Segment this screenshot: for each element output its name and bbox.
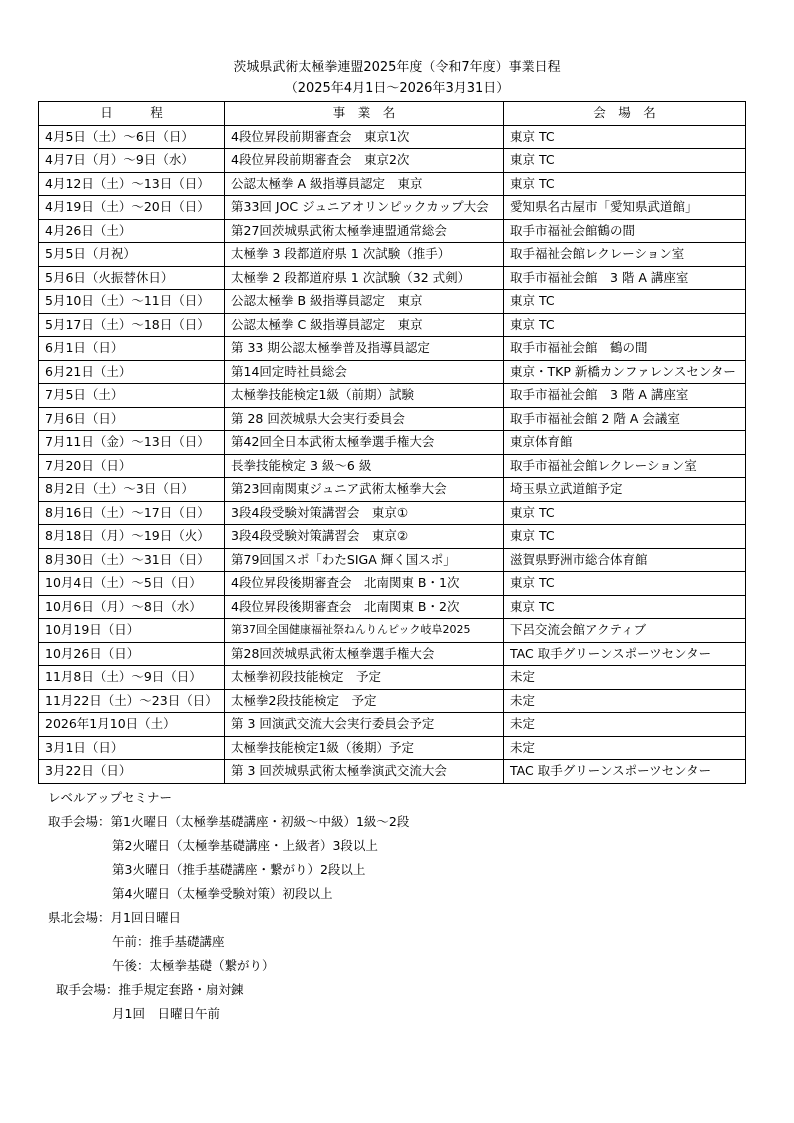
- table-row: [39, 454, 746, 478]
- cell-date: 2026年1月10日（土）: [39, 713, 225, 737]
- cell-date: 10月4日（土）～5日（日）: [39, 572, 225, 596]
- header-venue: 会 場 名: [504, 102, 746, 126]
- cell-date: 5月5日（月祝）: [39, 243, 225, 267]
- table-row: [39, 407, 746, 431]
- cell-venue: 東京 TC: [504, 595, 746, 619]
- cell-date: 11月22日（土）～23日（日）: [39, 689, 225, 713]
- cell-event: 第42回全日本武術太極拳選手権大会: [225, 431, 504, 455]
- schedule-rows: [39, 125, 746, 783]
- table-row: [39, 431, 746, 455]
- cell-venue: 取手市福祉会館 2 階 A 会議室: [504, 407, 746, 431]
- cell-venue: 取手市福祉会館 3 階 A 講座室: [504, 384, 746, 408]
- table-row: [39, 243, 746, 267]
- cell-venue: 東京 TC: [504, 149, 746, 173]
- cell-date: 5月6日（火振替休日）: [39, 266, 225, 290]
- cell-date: 6月21日（土）: [39, 360, 225, 384]
- table-row: [39, 149, 746, 173]
- header-date: 日 程: [39, 102, 225, 126]
- cell-event: 4段位昇段後期審査会 北南関東 B・2次: [225, 595, 504, 619]
- notes-toride-second-sub: 月1回 日曜日午前: [112, 1006, 220, 1021]
- table-row: [39, 219, 746, 243]
- cell-event: 3段4段受験対策講習会 東京①: [225, 501, 504, 525]
- table-row: [39, 713, 746, 737]
- cell-venue: 未定: [504, 713, 746, 737]
- cell-venue: 取手市福祉会館鶴の間: [504, 219, 746, 243]
- table-row: [39, 689, 746, 713]
- notes-kenpoku-pm: 午後：太極拳基礎（繋がり）: [112, 958, 275, 973]
- header-event: 事 業 名: [225, 102, 504, 126]
- cell-date: 7月5日（土）: [39, 384, 225, 408]
- cell-venue: 取手福祉会館レクレーション室: [504, 243, 746, 267]
- cell-event: 公認太極拳 B 級指導員認定 東京: [225, 290, 504, 314]
- cell-event: 第79回国スポ「わたSIGA 輝く国スポ」: [225, 548, 504, 572]
- cell-event: 太極拳技能検定1級（後期）予定: [225, 736, 504, 760]
- cell-venue: 東京 TC: [504, 525, 746, 549]
- cell-event: 第 3 回演武交流大会実行委員会予定: [225, 713, 504, 737]
- table-row: [39, 666, 746, 690]
- cell-venue: 未定: [504, 689, 746, 713]
- table-row: [39, 642, 746, 666]
- notes-kenpoku-am: 午前：推手基礎講座: [112, 934, 225, 949]
- cell-venue: 滋賀県野洲市総合体育館: [504, 548, 746, 572]
- cell-event: 第 28 回茨城県大会実行委員会: [225, 407, 504, 431]
- cell-date: 10月19日（日）: [39, 619, 225, 643]
- cell-event: 第 3 回茨城県武術太極拳演武交流大会: [225, 760, 504, 784]
- table-row: [39, 337, 746, 361]
- table-row: [39, 313, 746, 337]
- cell-date: 4月12日（土）～13日（日）: [39, 172, 225, 196]
- notes-heading: レベルアップセミナー: [48, 790, 173, 805]
- cell-event: 第37回全国健康福祉祭ねんりんピック岐阜2025: [225, 619, 504, 643]
- cell-venue: 東京 TC: [504, 290, 746, 314]
- cell-date: 5月17日（土）～18日（日）: [39, 313, 225, 337]
- notes-toride-3: 第3火曜日（推手基礎講座・繋がり）2段以上: [112, 862, 366, 877]
- cell-date: 8月18日（月）～19日（火）: [39, 525, 225, 549]
- notes-kenpoku: 県北会場：月1回日曜日: [48, 910, 181, 925]
- cell-date: 4月26日（土）: [39, 219, 225, 243]
- cell-event: 太極拳技能検定1級（前期）試験: [225, 384, 504, 408]
- cell-venue: 下呂交流会館アクティブ: [504, 619, 746, 643]
- cell-date: 3月22日（日）: [39, 760, 225, 784]
- page-title: 茨城県武術太極拳連盟2025年度（令和7年度）事業日程: [233, 60, 561, 75]
- cell-date: 5月10日（土）～11日（日）: [39, 290, 225, 314]
- cell-date: 8月2日（土）～3日（日）: [39, 478, 225, 502]
- cell-venue: TAC 取手グリーンスポーツセンター: [504, 642, 746, 666]
- cell-event: 4段位昇段前期審査会 東京1次: [225, 125, 504, 149]
- page-subtitle: （2025年4月1日～2026年3月31日）: [284, 81, 510, 96]
- cell-date: 8月16日（土）～17日（日）: [39, 501, 225, 525]
- cell-venue: 取手市福祉会館 鶴の間: [504, 337, 746, 361]
- cell-event: 第27回茨城県武術太極拳連盟通常総会: [225, 219, 504, 243]
- cell-venue: 取手市福祉会館 3 階 A 講座室: [504, 266, 746, 290]
- table-header-row: [39, 102, 746, 126]
- cell-date: 8月30日（土）～31日（日）: [39, 548, 225, 572]
- cell-event: 長拳技能検定 3 級～6 級: [225, 454, 504, 478]
- cell-venue: 東京 TC: [504, 125, 746, 149]
- cell-event: 公認太極拳 A 級指導員認定 東京: [225, 172, 504, 196]
- cell-venue: 東京・TKP 新橋カンファレンスセンター: [504, 360, 746, 384]
- cell-event: 太極拳初段技能検定 予定: [225, 666, 504, 690]
- notes-toride-second: 取手会場：推手規定套路・扇対錬: [56, 982, 244, 997]
- schedule-table: [38, 101, 746, 784]
- cell-event: 3段4段受験対策講習会 東京②: [225, 525, 504, 549]
- cell-event: 太極拳 3 段都道府県 1 次試験（推手）: [225, 243, 504, 267]
- table-row: [39, 172, 746, 196]
- table-row: [39, 501, 746, 525]
- cell-venue: 未定: [504, 666, 746, 690]
- cell-event: 4段位昇段後期審査会 北南関東 B・1次: [225, 572, 504, 596]
- table-row: [39, 760, 746, 784]
- table-row: [39, 478, 746, 502]
- cell-date: 7月6日（日）: [39, 407, 225, 431]
- cell-date: 10月26日（日）: [39, 642, 225, 666]
- cell-venue: 東京 TC: [504, 501, 746, 525]
- cell-venue: 東京 TC: [504, 572, 746, 596]
- cell-venue: 取手市福祉会館レクレーション室: [504, 454, 746, 478]
- table-row: [39, 595, 746, 619]
- cell-event: 太極拳 2 段都道府県 1 次試験（32 式剣）: [225, 266, 504, 290]
- notes-toride-4: 第4火曜日（太極拳受験対策）初段以上: [112, 886, 333, 901]
- cell-date: 10月6日（月）～8日（水）: [39, 595, 225, 619]
- cell-date: 4月7日（月）～9日（水）: [39, 149, 225, 173]
- cell-date: 11月8日（土）～9日（日）: [39, 666, 225, 690]
- cell-event: 第 33 期公認太極拳普及指導員認定: [225, 337, 504, 361]
- cell-date: 7月20日（日）: [39, 454, 225, 478]
- cell-date: 7月11日（金）～13日（日）: [39, 431, 225, 455]
- table-row: [39, 525, 746, 549]
- cell-date: 4月5日（土）～6日（日）: [39, 125, 225, 149]
- cell-event: 第28回茨城県武術太極拳選手権大会: [225, 642, 504, 666]
- table-row: [39, 290, 746, 314]
- cell-event: 公認太極拳 C 級指導員認定 東京: [225, 313, 504, 337]
- cell-venue: 愛知県名古屋市「愛知県武道館」: [504, 196, 746, 220]
- cell-date: 3月1日（日）: [39, 736, 225, 760]
- table-row: [39, 360, 746, 384]
- cell-venue: TAC 取手グリーンスポーツセンター: [504, 760, 746, 784]
- cell-venue: 東京 TC: [504, 172, 746, 196]
- cell-event: 4段位昇段前期審査会 東京2次: [225, 149, 504, 173]
- cell-venue: 東京体育館: [504, 431, 746, 455]
- table-row: [39, 619, 746, 643]
- table-row: [39, 196, 746, 220]
- table-row: [39, 266, 746, 290]
- table-row: [39, 736, 746, 760]
- cell-date: 4月19日（土）～20日（日）: [39, 196, 225, 220]
- table-row: [39, 125, 746, 149]
- cell-event: 太極拳2段技能検定 予定: [225, 689, 504, 713]
- cell-venue: 未定: [504, 736, 746, 760]
- cell-event: 第14回定時社員総会: [225, 360, 504, 384]
- notes-toride-1: 取手会場：第1火曜日（太極拳基礎講座・初級～中級）1級～2段: [48, 814, 410, 829]
- table-row: [39, 384, 746, 408]
- cell-venue: 東京 TC: [504, 313, 746, 337]
- notes-toride-2: 第2火曜日（太極拳基礎講座・上級者）3段以上: [112, 838, 378, 853]
- table-row: [39, 572, 746, 596]
- cell-event: 第33回 JOC ジュニアオリンピックカップ大会: [225, 196, 504, 220]
- table-row: [39, 548, 746, 572]
- cell-date: 6月1日（日）: [39, 337, 225, 361]
- cell-venue: 埼玉県立武道館予定: [504, 478, 746, 502]
- cell-event: 第23回南関東ジュニア武術太極拳大会: [225, 478, 504, 502]
